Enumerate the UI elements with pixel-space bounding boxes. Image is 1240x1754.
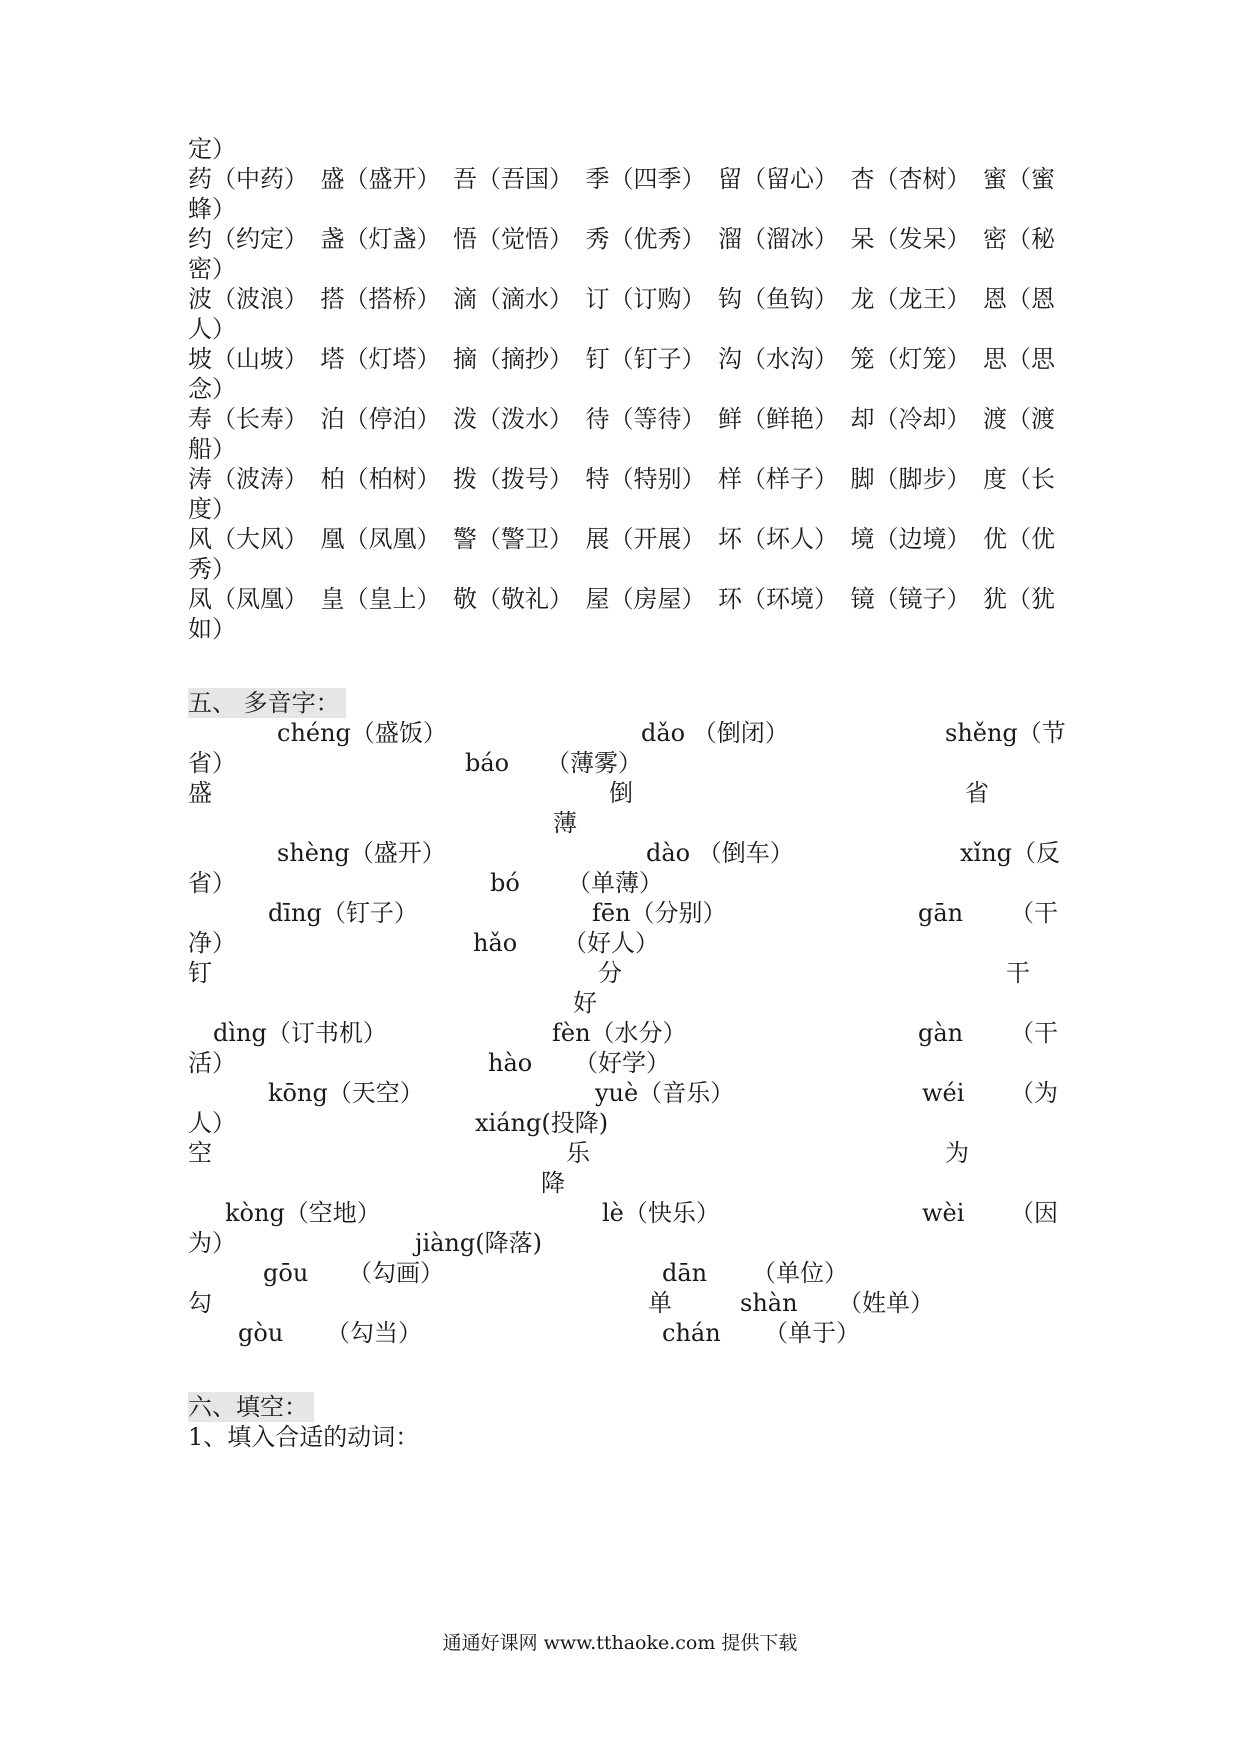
section-heading: 六、填空： [188, 1392, 314, 1422]
polyphone-char: 勾 [188, 1289, 212, 1317]
pinyin-entry: chéng（盛饭） [277, 719, 447, 747]
pinyin-entry: 省） [188, 869, 236, 897]
pinyin-entry: dìng（订书机） [213, 1019, 387, 1047]
word: 药（中药） [188, 165, 308, 193]
word: 鲜（鲜艳） [718, 405, 838, 433]
word-row [188, 344, 1055, 374]
pinyin-entry: （单位） [752, 1259, 848, 1287]
pinyin-entry: （好学） [574, 1049, 670, 1077]
word: 泼（泼水） [453, 405, 573, 433]
word: 渡（渡 [983, 405, 1055, 433]
polyphone-char: 分 [598, 959, 622, 987]
word: 钉（钉子） [585, 345, 706, 373]
word: 涛（波涛） [188, 465, 308, 493]
polyphone-char: 省 [965, 779, 989, 807]
pinyin-entry: 活） [188, 1049, 236, 1077]
page-footer: 通通好课网 www.tthaoke.com 提供下载 [442, 1632, 798, 1654]
pinyin-entry: （单于） [764, 1319, 860, 1347]
word: 风（大风） [188, 525, 308, 553]
pinyin-entry: （薄雾） [546, 749, 642, 777]
polyphone-char: 好 [573, 989, 597, 1017]
word-row [188, 404, 1055, 434]
pinyin-entry: 人） [188, 1109, 236, 1137]
word: 盏（灯盏） [320, 225, 441, 253]
word: 拨（拨号） [453, 465, 573, 493]
pinyin-entry: （勾当） [326, 1319, 422, 1347]
pinyin-entry: （单薄） [567, 869, 663, 897]
word: 样（样子） [718, 465, 838, 493]
word-row-continuation: 如） [188, 615, 236, 643]
word: 吾（吾国） [453, 165, 573, 193]
word: 泊（停泊） [320, 405, 441, 433]
pinyin-entry: 净） [188, 929, 236, 957]
pinyin-entry: hào [488, 1049, 533, 1077]
word-row-continuation: 念） [188, 375, 236, 403]
polyphone-char: 倒 [609, 779, 633, 807]
pinyin-entry: xiáng(投降) [475, 1109, 609, 1137]
polyphone-char: 钉 [188, 959, 212, 987]
pinyin-entry: gōu [263, 1259, 309, 1287]
pinyin-entry: wèi [922, 1199, 965, 1227]
pinyin-entry: kòng（空地） [225, 1199, 381, 1227]
word-row [188, 164, 1055, 194]
polyphone-char: 薄 [553, 809, 577, 837]
word: 塔（灯塔） [320, 345, 441, 373]
word-row [188, 224, 1055, 254]
word: 却（冷却） [850, 405, 971, 433]
word: 溜（溜冰） [718, 225, 838, 253]
word: 环（环境） [718, 585, 838, 613]
word: 钩（鱼钩） [718, 285, 838, 313]
word: 犹（犹 [983, 585, 1055, 613]
word: 呆（发呆） [850, 225, 971, 253]
word: 约（约定） [188, 225, 308, 253]
pinyin-entry: （勾画） [348, 1259, 444, 1287]
pinyin-entry: wéi [922, 1079, 965, 1107]
word: 摘（摘抄） [453, 345, 573, 373]
polyphone-char: 单 [648, 1289, 672, 1317]
word: 密（秘 [983, 225, 1055, 253]
polyphone-char: 为 [945, 1139, 969, 1167]
word: 盛（盛开） [320, 165, 441, 193]
pinyin-entry: chán [662, 1319, 721, 1347]
word: 沟（水沟） [718, 345, 838, 373]
word-row-continuation: 人） [188, 315, 236, 343]
word: 镜（镜子） [850, 585, 971, 613]
word: 警（警卫） [453, 525, 573, 553]
word: 坏（坏人） [718, 525, 838, 553]
continued-line: 定） [188, 135, 236, 163]
pinyin-entry: （干 [1010, 1019, 1058, 1047]
pinyin-entry: （为 [1010, 1079, 1058, 1107]
word: 境（边境） [850, 525, 971, 553]
pinyin-entry: dān [662, 1259, 708, 1287]
word-row-continuation: 蜂） [188, 195, 236, 223]
pinyin-entry: gàn [918, 1019, 964, 1047]
word: 坡（山坡） [188, 345, 308, 373]
polyphone-char: 空 [188, 1139, 212, 1167]
word: 特（特别） [585, 465, 706, 493]
word: 皇（皇上） [320, 585, 441, 613]
pinyin-entry: dǎo （倒闭） [641, 719, 789, 747]
word: 优（优 [983, 525, 1055, 553]
word: 待（等待） [585, 405, 706, 433]
pinyin-entry: 为） [188, 1229, 236, 1257]
pinyin-entry: dào （倒车） [646, 839, 794, 867]
word: 凤（凤凰） [188, 585, 308, 613]
word: 笼（灯笼） [850, 345, 971, 373]
pinyin-entry: （姓单） [838, 1289, 934, 1317]
pinyin-entry: lè（快乐） [602, 1199, 720, 1227]
question-item: 1、填入合适的动词： [188, 1423, 420, 1451]
pinyin-entry: gòu [238, 1319, 284, 1347]
pinyin-entry: gān [918, 899, 964, 927]
pinyin-entry: dīng（钉子） [268, 899, 418, 927]
word: 季（四季） [585, 165, 706, 193]
pinyin-entry: fèn（水分） [552, 1019, 687, 1047]
pinyin-entry: shèng（盛开） [277, 839, 446, 867]
word-row-continuation: 船） [188, 435, 236, 463]
word-row-continuation: 度） [188, 495, 236, 523]
word: 敬（敬礼） [453, 585, 573, 613]
polyphone-char: 干 [1006, 959, 1030, 987]
polyphone-char: 乐 [566, 1139, 590, 1167]
word-row [188, 464, 1055, 494]
pinyin-entry: shàn [740, 1289, 798, 1317]
word: 度（长 [983, 465, 1055, 493]
pinyin-entry: xǐng（反 [960, 839, 1061, 867]
word-row-continuation: 密） [188, 255, 236, 283]
word: 秀（优秀） [585, 225, 706, 253]
pinyin-entry: shěng（节 [945, 719, 1066, 747]
word: 凰（凤凰） [320, 525, 441, 553]
word: 波（波浪） [188, 285, 308, 313]
word: 柏（柏树） [320, 465, 441, 493]
word-row [188, 284, 1055, 314]
word: 滴（滴水） [453, 285, 573, 313]
word: 留（留心） [718, 165, 838, 193]
word: 屋（房屋） [585, 585, 706, 613]
word-row [188, 524, 1055, 554]
word: 订（订购） [585, 285, 706, 313]
word-row [188, 584, 1055, 614]
word-row-continuation: 秀） [188, 555, 236, 583]
word: 悟（觉悟） [453, 225, 573, 253]
section-heading: 五、 多音字： [188, 688, 346, 718]
polyphone-char: 降 [541, 1169, 565, 1197]
word: 脚（脚步） [850, 465, 971, 493]
pinyin-entry: 省） [188, 749, 236, 777]
word: 寿（长寿） [188, 405, 308, 433]
pinyin-entry: hǎo [473, 929, 518, 957]
pinyin-entry: kōng（天空） [268, 1079, 424, 1107]
word: 恩（恩 [983, 285, 1055, 313]
pinyin-entry: （好人） [563, 929, 659, 957]
word: 思（思 [983, 345, 1055, 373]
word: 龙（龙王） [850, 285, 971, 313]
pinyin-entry: bó [490, 869, 520, 897]
word: 展（开展） [585, 525, 706, 553]
pinyin-entry: jiàng(降落) [415, 1229, 542, 1257]
pinyin-entry: báo [465, 749, 510, 777]
pinyin-entry: （因 [1010, 1199, 1058, 1227]
polyphone-char: 盛 [188, 779, 212, 807]
pinyin-entry: fēn（分别） [592, 899, 727, 927]
word: 杏（杏树） [850, 165, 971, 193]
word: 搭（搭桥） [320, 285, 441, 313]
word: 蜜（蜜 [983, 165, 1055, 193]
pinyin-entry: yuè（音乐） [595, 1079, 735, 1107]
pinyin-entry: （干 [1010, 899, 1058, 927]
